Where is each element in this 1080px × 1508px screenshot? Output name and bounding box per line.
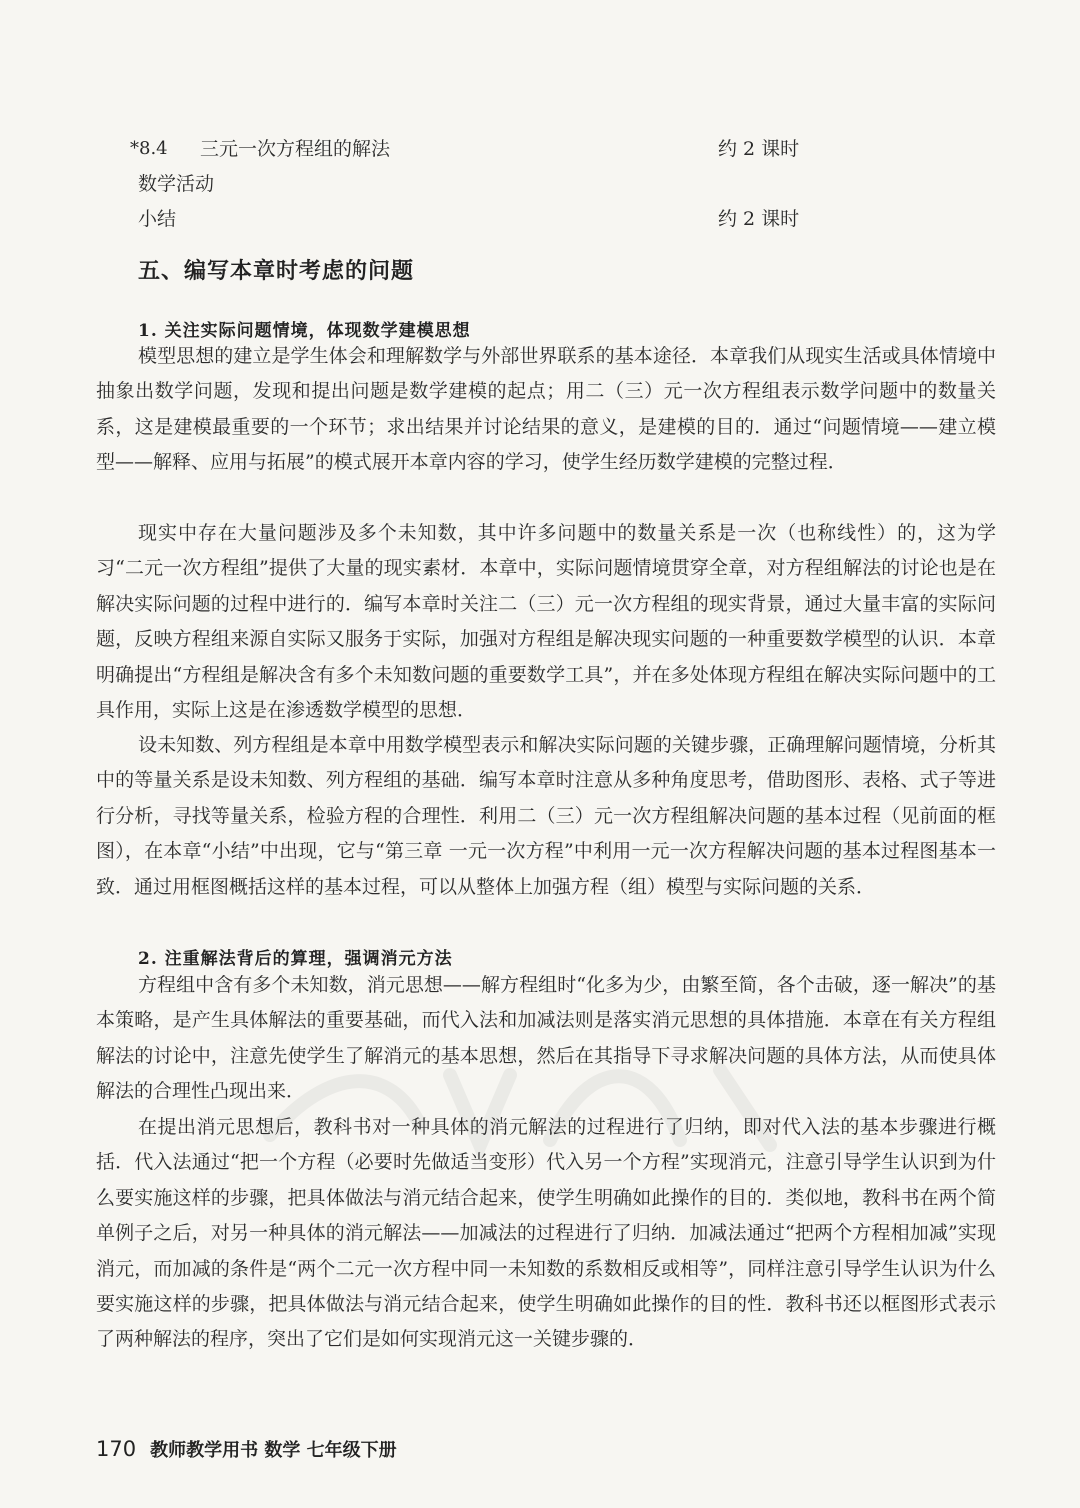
page-footer: [96, 1436, 397, 1462]
paragraph: 现实中存在大量问题涉及多个未知数，其中许多问题中的数量关系是一次（也称线性）的，这为学习“二元一次方程组”提供了大量的现实素材．本章中，实际问题情境贯穿全章，对方程组解法的讨论也是在解决实际问题的过程中进行的．编写本章时关注二（三）元一次方程组的现实背景，通过大量丰富的实际问题，反映方程组来源自实际又服务于实际，加强对方程组是解决现实问题的一种重要数学模型的认识．本章明确提出“方程组是解决含有多个未知数问题的重要数学工具”，并在多处体现方程组在解决实际问题中的工具作用，实际上这是在渗透数学模型的思想．: [96, 522, 996, 722]
paragraph: 在提出消元思想后，教科书对一种具体的消元解法的过程进行了归纳，即对代入法的基本步骤进行概括．代入法通过“把一个方程（必要时先做适当变形）代入另一个方程”实现消元，注意引导学生认识到为什么要实施这样的步骤，把具体做法与消元结合起来，使学生明确如此操作的目的．类似地，教科书在两个简单例子之后，对另一种具体的消元解法——加减法的过程进行了归纳．加减法通过“把两个方程相加减”实现消元，而加减的条件是“两个二元一次方程中同一未知数的系数相反或相等”，同样注意引导学生认识为什么要实施这样的步骤，把具体做法与消元结合起来，使学生明确如此操作的目的性．教科书还以框图形式表示了两种解法的程序，突出了它们是如何实现消元这一关键步骤的．: [96, 1116, 996, 1351]
toc-row-title: 三元一次方程组的解法: [200, 138, 391, 160]
subsection-title-1: 1. 关注实际问题情境，体现数学建模思想: [138, 321, 471, 341]
subsection-title-2: 2. 注重解法背后的算理，强调消元方法: [138, 949, 453, 969]
toc-row-number: *8.4: [130, 138, 168, 159]
toc-row-duration: 约 2 课时: [718, 208, 800, 230]
toc-row-title: 小结: [138, 208, 177, 230]
paragraph: 设未知数、列方程组是本章中用数学模型表示和解决实际问题的关键步骤，正确理解问题情境，分析其中的等量关系是设未知数、列方程组的基础．编写本章时注意从多种角度思考，借助图形、表格、式子等进行分析，寻找等量关系，检验方程的合理性．利用二（三）元一次方程组解决问题的基本过程（见前面的框图），在本章“小结”中出现，它与“第三章 一元一次方程”中利用一元一次方程解决问题的基本过程图基本一致．通过用框图概括这样的基本过程，可以从整体上加强方程（组）模型与实际问题的关系．: [96, 734, 996, 898]
watermark-graphic: [250, 1045, 810, 1165]
book-title: 教师教学用书 数学 七年级下册: [150, 1440, 397, 1461]
paragraph: 方程组中含有多个未知数，消元思想——解方程组时“化多为少，由繁至简，各个击破，逐一解决”的基本策略，是产生具体解法的重要基础，而代入法和加减法则是落实消元思想的具体措施．本章在有关方程组解法的讨论中，注意先使学生了解消元的基本思想，然后在其指导下寻求解决问题的具体方法，从而使具体解法的合理性凸现出来．: [96, 974, 996, 1103]
toc-row-duration: 约 2 课时: [718, 138, 800, 160]
paragraph: 模型思想的建立是学生体会和理解数学与外部世界联系的基本途径．本章我们从现实生活或具体情境中抽象出数学问题，发现和提出问题是数学建模的起点；用二（三）元一次方程组表示数学问题中的数量关系，这是建模最重要的一个环节；求出结果并讨论结果的意义，是建模的目的．通过“问题情境——建立模型——解释、应用与拓展”的模式展开本章内容的学习，使学生经历数学建模的完整过程．: [96, 345, 996, 474]
section-heading: 五、编写本章时考虑的问题: [138, 259, 415, 284]
page-number: 170: [96, 1437, 137, 1461]
toc-row-title: 数学活动: [138, 173, 215, 195]
